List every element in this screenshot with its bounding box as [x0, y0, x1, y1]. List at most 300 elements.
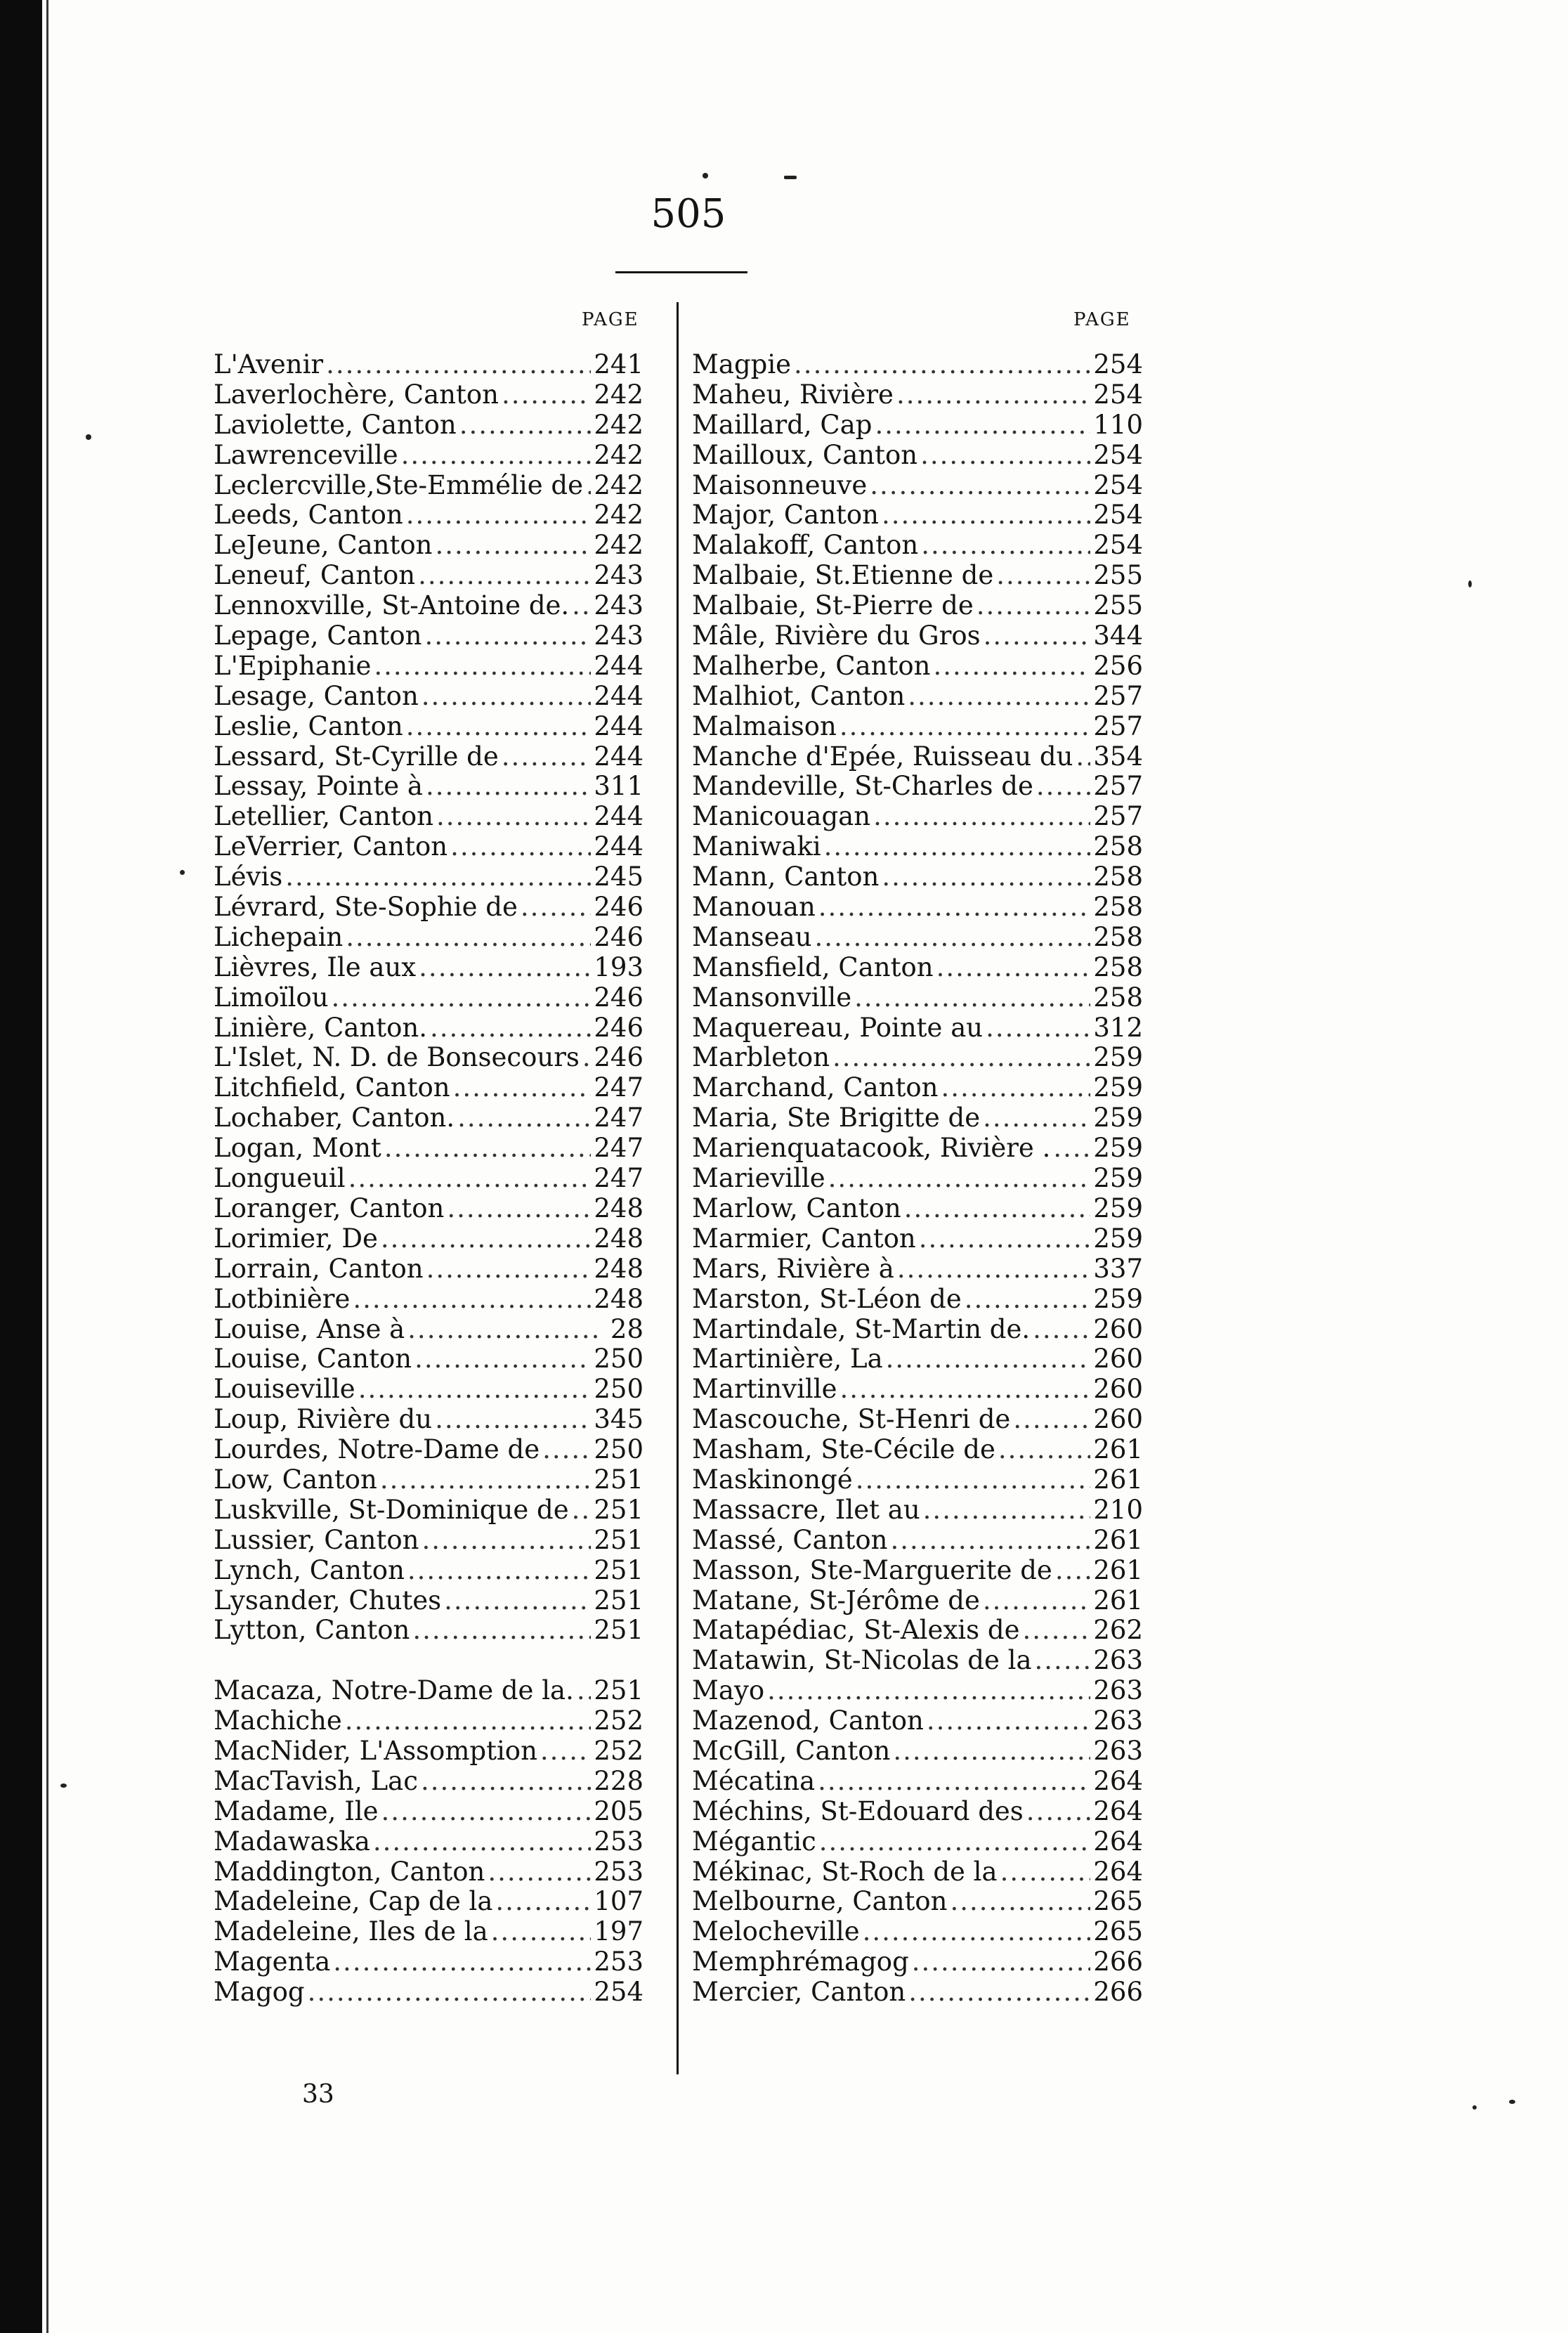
index-entry	[214, 953, 643, 983]
entry-page: 244	[594, 741, 643, 772]
entry-page: 242	[594, 379, 643, 410]
entry-name: Lawrenceville	[214, 439, 398, 470]
index-entry	[692, 591, 1143, 621]
index-entry	[692, 682, 1143, 712]
index-entry	[214, 682, 643, 712]
index-entry	[214, 1495, 643, 1526]
entry-name: Marchand, Canton	[692, 1072, 939, 1103]
entry-page: 247	[594, 1163, 643, 1194]
index-entry	[692, 772, 1143, 802]
entry-name: Melocheville	[692, 1916, 860, 1947]
entry-page: 254	[1093, 530, 1143, 561]
dot-leader	[908, 1977, 1090, 2008]
entry-page: 248	[594, 1253, 643, 1284]
entry-page: 254	[1093, 379, 1143, 410]
entry-page: 107	[594, 1886, 643, 1917]
index-entry	[214, 1676, 643, 1706]
index-entry	[214, 983, 643, 1013]
index-entry	[692, 1315, 1143, 1345]
dot-leader	[904, 1194, 1091, 1224]
index-entry	[214, 742, 643, 772]
dot-leader	[422, 682, 592, 712]
print-speck	[86, 434, 91, 440]
entry-name: Lennoxville, St-Antoine de.	[214, 590, 570, 621]
entry-name: LeVerrier, Canton	[214, 831, 448, 862]
dot-leader	[912, 1947, 1091, 1977]
entry-page: 259	[1093, 1042, 1143, 1073]
index-entry	[692, 1224, 1143, 1254]
entry-name: Leeds, Canton	[214, 500, 403, 531]
dot-leader	[380, 1465, 592, 1495]
dot-leader	[418, 561, 591, 591]
index-entry	[692, 1947, 1143, 1977]
index-entry	[214, 1465, 643, 1495]
entry-page: 259	[1093, 1133, 1143, 1164]
entry-name: Lorimier, De	[214, 1223, 378, 1254]
index-entry	[214, 1194, 643, 1224]
dot-leader	[933, 651, 1090, 682]
index-entry	[692, 561, 1143, 591]
entry-page: 243	[594, 560, 643, 591]
entry-name: Maskinongé	[692, 1464, 853, 1495]
index-entry	[692, 350, 1143, 380]
index-entry	[214, 1043, 643, 1073]
entry-page: 251	[594, 1494, 643, 1525]
entry-page: 258	[1093, 862, 1143, 892]
dot-leader	[333, 1947, 591, 1977]
dot-leader	[984, 621, 1091, 651]
index-entry	[692, 1526, 1143, 1556]
dot-leader	[491, 1917, 592, 1947]
index-entry	[214, 1827, 643, 1857]
entry-page: 261	[1093, 1585, 1143, 1616]
index-entry	[214, 1616, 643, 1646]
index-entry	[214, 380, 643, 410]
dot-leader	[401, 441, 592, 471]
index-entry	[692, 531, 1143, 561]
entry-name: MacNider, L'Assomption	[214, 1735, 537, 1766]
entry-page: 255	[1093, 590, 1143, 621]
print-speck	[703, 173, 708, 178]
dot-leader	[572, 1495, 592, 1526]
entry-name: Litchfield, Canton	[214, 1072, 450, 1103]
entry-page: 244	[594, 710, 643, 741]
entry-page: 242	[594, 530, 643, 561]
entry-page: 264	[1093, 1765, 1143, 1796]
dot-leader	[436, 802, 591, 832]
entry-page: 260	[1093, 1374, 1143, 1405]
dot-leader	[870, 471, 1090, 501]
index-entry	[214, 1344, 643, 1375]
index-entry	[214, 1767, 643, 1797]
dot-leader	[426, 772, 591, 802]
index-entry	[214, 441, 643, 471]
entry-page: 253	[594, 1856, 643, 1887]
print-speck	[60, 1783, 67, 1788]
dot-leader	[886, 1344, 1091, 1375]
index-entry	[214, 1103, 643, 1133]
entry-page: 210	[1093, 1494, 1143, 1525]
entry-name: Madeleine, Iles de la	[214, 1916, 488, 1947]
entry-page: 243	[594, 620, 643, 651]
entry-name: Martindale, St-Martin de.	[692, 1313, 1031, 1344]
index-entry	[214, 1164, 643, 1194]
entry-name: Loranger, Canton	[214, 1193, 445, 1223]
entry-name: Mascouche, St-Henri de	[692, 1404, 1011, 1435]
entry-page: 251	[594, 1585, 643, 1616]
entry-page: 257	[1093, 801, 1143, 832]
index-entry	[214, 1013, 643, 1044]
index-entry	[214, 591, 643, 621]
entry-name: Madawaska	[214, 1826, 370, 1857]
entry-page: 244	[594, 801, 643, 832]
index-entry	[214, 923, 643, 953]
entry-page: 261	[1093, 1464, 1143, 1495]
entry-page: 248	[594, 1193, 643, 1223]
entry-page: 258	[1093, 951, 1143, 982]
dot-leader	[457, 1103, 591, 1133]
entry-name: Mégantic	[692, 1826, 816, 1857]
dot-leader	[919, 1224, 1091, 1254]
dot-leader	[824, 832, 1091, 862]
right-column-page-heading: PAGE	[1073, 309, 1131, 330]
index-entry	[214, 1947, 643, 1977]
dot-leader	[348, 1164, 592, 1194]
index-entry	[692, 1646, 1143, 1676]
entry-page: 266	[1093, 1977, 1143, 2008]
entry-name: Marieville	[692, 1163, 825, 1194]
entry-name: Lussier, Canton	[214, 1524, 419, 1555]
entry-page: 263	[1093, 1675, 1143, 1706]
dot-leader	[444, 1586, 591, 1616]
entry-name: Lesage, Canton	[214, 680, 419, 711]
index-entry	[214, 561, 643, 591]
dot-leader	[521, 892, 592, 923]
dot-leader	[577, 1676, 592, 1706]
entry-name: Lepage, Canton	[214, 620, 422, 651]
entry-page: 246	[594, 921, 643, 952]
entry-page: 246	[594, 1012, 643, 1043]
index-entry	[214, 1556, 643, 1586]
dot-leader	[407, 1315, 599, 1345]
entry-page: 242	[594, 409, 643, 440]
entry-name: Masham, Ste-Cécile de	[692, 1434, 995, 1465]
entry-name: Matane, St-Jérôme de	[692, 1585, 980, 1616]
entry-name: Luskville, St-Dominique de	[214, 1494, 569, 1525]
dot-leader	[435, 1405, 591, 1435]
dot-leader	[854, 983, 1090, 1013]
entry-name: Louiseville	[214, 1374, 355, 1405]
dot-leader	[873, 802, 1090, 832]
print-speck	[784, 176, 797, 179]
dot-leader	[285, 862, 591, 892]
dot-leader	[358, 1375, 592, 1405]
index-entry	[692, 1164, 1143, 1194]
index-entry	[214, 1736, 643, 1767]
index-entry	[692, 1977, 1143, 2008]
index-entry	[214, 1435, 643, 1465]
entry-name: Marbleton	[692, 1042, 830, 1073]
entry-name: Mann, Canton	[692, 862, 880, 892]
dot-leader	[582, 1043, 591, 1073]
entry-page: 248	[594, 1223, 643, 1254]
index-entry	[692, 1767, 1143, 1797]
index-entry	[214, 621, 643, 651]
entry-name: Manche d'Epée, Ruisseau du	[692, 741, 1073, 772]
entry-name: L'Islet, N. D. de Bonsecours	[214, 1042, 580, 1073]
entry-name: Massé, Canton	[692, 1524, 888, 1555]
index-entry	[692, 1043, 1143, 1073]
left-index-column	[214, 350, 643, 2008]
dot-leader	[941, 1073, 1090, 1103]
dot-leader	[459, 410, 592, 441]
entry-page: 260	[1093, 1404, 1143, 1435]
entry-name: Marmier, Canton	[692, 1223, 916, 1254]
entry-page: 261	[1093, 1554, 1143, 1585]
index-entry	[214, 1887, 643, 1917]
index-entry	[214, 1315, 643, 1345]
index-entry	[692, 1073, 1143, 1103]
entry-page: 311	[594, 771, 643, 802]
index-entry	[692, 1133, 1143, 1164]
dot-leader	[908, 682, 1090, 712]
entry-name: Masson, Ste-Marguerite de	[692, 1554, 1052, 1585]
entry-name: Mailloux, Canton	[692, 439, 918, 470]
dot-leader	[406, 500, 592, 531]
entry-page: 337	[1093, 1253, 1143, 1284]
index-entry	[692, 1556, 1143, 1586]
index-entry	[692, 380, 1143, 410]
index-entry	[214, 1646, 643, 1676]
dot-leader	[896, 380, 1090, 410]
dot-leader	[384, 1133, 592, 1164]
index-entry	[692, 1344, 1143, 1375]
entry-page: 243	[594, 590, 643, 621]
entry-page: 248	[594, 1283, 643, 1314]
entry-name: Longueuil	[214, 1163, 346, 1194]
index-entry	[692, 862, 1143, 892]
entry-name: Leneuf, Canton	[214, 560, 416, 591]
entry-page: 246	[594, 982, 643, 1013]
entry-name: Maquereau, Pointe au	[692, 1012, 984, 1043]
dot-leader	[381, 1224, 591, 1254]
dot-leader	[1022, 1616, 1090, 1646]
dot-leader	[453, 1073, 592, 1103]
dot-leader	[965, 1285, 1091, 1315]
entry-name: L'Avenir	[214, 349, 324, 379]
index-entry	[692, 1797, 1143, 1827]
index-entry	[214, 1977, 643, 2008]
dot-leader	[936, 953, 1091, 983]
index-entry	[214, 802, 643, 832]
index-entry	[214, 1405, 643, 1435]
entry-name: Letellier, Canton	[214, 801, 433, 832]
dot-leader	[430, 1013, 591, 1044]
dot-leader	[308, 1977, 592, 2008]
entry-page: 260	[1093, 1344, 1143, 1375]
dot-leader	[891, 1526, 1091, 1556]
index-entry	[214, 410, 643, 441]
entry-page: 250	[594, 1434, 643, 1465]
dot-leader	[983, 1586, 1091, 1616]
dot-leader	[828, 1164, 1091, 1194]
entry-name: Martinville	[692, 1374, 837, 1405]
index-entry	[214, 1285, 643, 1315]
dot-leader	[1053, 1133, 1090, 1164]
entry-name: Malmaison	[692, 710, 837, 741]
dot-leader	[767, 1676, 1090, 1706]
dot-leader	[426, 1254, 592, 1285]
entry-page: 261	[1093, 1524, 1143, 1555]
dot-leader	[495, 1887, 591, 1917]
index-entry	[214, 1073, 643, 1103]
entry-name: Malherbe, Canton	[692, 650, 931, 681]
entry-name: Melbourne, Canton	[692, 1886, 948, 1917]
dot-leader	[927, 1706, 1091, 1736]
entry-page: 247	[594, 1103, 643, 1133]
entry-name: Marienquatacook, Rivière .	[692, 1133, 1051, 1164]
entry-page: 263	[1093, 1645, 1143, 1676]
index-entry	[692, 621, 1143, 651]
index-entry	[692, 471, 1143, 501]
entry-name: MacTavish, Lac	[214, 1765, 418, 1796]
entry-name: Mercier, Canton	[692, 1977, 906, 2008]
entry-page: 110	[1093, 409, 1143, 440]
entry-page: 258	[1093, 831, 1143, 862]
index-entry	[214, 531, 643, 561]
entry-name: Madame, Ile	[214, 1795, 379, 1826]
index-entry	[692, 500, 1143, 531]
entry-name: Manseau	[692, 921, 812, 952]
dot-leader	[897, 1254, 1091, 1285]
entry-page: 247	[594, 1133, 643, 1164]
print-speck	[1509, 2100, 1515, 2104]
entry-name: Mansfield, Canton	[692, 951, 934, 982]
entry-name: Mars, Rivière à	[692, 1253, 894, 1284]
entry-page: 242	[594, 439, 643, 470]
entry-name: Matawin, St-Nicolas de la	[692, 1645, 1032, 1676]
dot-leader	[839, 712, 1091, 742]
entry-name: Laviolette, Canton	[214, 409, 457, 440]
entry-name: Lévis	[214, 862, 283, 892]
entry-page: 242	[594, 469, 643, 500]
index-entry	[692, 1586, 1143, 1616]
dot-leader	[381, 1797, 592, 1827]
dot-leader	[586, 471, 591, 501]
dot-leader	[374, 651, 591, 682]
entry-page: 244	[594, 831, 643, 862]
left-column-page-heading: PAGE	[582, 309, 639, 330]
dot-leader	[875, 410, 1090, 441]
entry-page: 252	[594, 1705, 643, 1736]
entry-name: Maria, Ste Brigitte de	[692, 1103, 981, 1133]
index-entry	[692, 1706, 1143, 1736]
entry-page: 258	[1093, 921, 1143, 952]
entry-name: Lynch, Canton	[214, 1554, 405, 1585]
entry-name: Maddington, Canton	[214, 1856, 485, 1887]
entry-page: 263	[1093, 1735, 1143, 1766]
dot-leader	[839, 1375, 1090, 1405]
index-entry	[214, 1526, 643, 1556]
index-entry	[692, 802, 1143, 832]
entry-page: 259	[1093, 1193, 1143, 1223]
dot-leader	[998, 1435, 1090, 1465]
entry-page: 251	[594, 1554, 643, 1585]
entry-page: 254	[1093, 349, 1143, 379]
entry-name: Lytton, Canton	[214, 1615, 410, 1646]
index-entry	[692, 1827, 1143, 1857]
dot-leader	[332, 983, 592, 1013]
dot-leader	[450, 832, 591, 862]
entry-name: LeJeune, Canton	[214, 530, 433, 561]
entry-name: Malbaie, St-Pierre de	[692, 590, 974, 621]
entry-page: 254	[1093, 439, 1143, 470]
book-spine-edge	[46, 0, 48, 2333]
entry-page: 252	[594, 1735, 643, 1766]
index-entry	[692, 1917, 1143, 1947]
dot-leader	[882, 500, 1090, 531]
entry-name: Lessard, St-Cyrille de	[214, 741, 499, 772]
entry-page: 254	[594, 1977, 643, 2008]
dot-leader	[815, 923, 1091, 953]
index-entry	[214, 712, 643, 742]
entry-name: Mazenod, Canton	[692, 1705, 924, 1736]
entry-name: McGill, Canton	[692, 1735, 891, 1766]
dot-leader	[893, 1736, 1090, 1767]
entry-page: 247	[594, 1072, 643, 1103]
entry-name: Major, Canton	[692, 500, 880, 531]
entry-page: 264	[1093, 1795, 1143, 1826]
entry-page: 254	[1093, 469, 1143, 500]
entry-name: Manouan	[692, 892, 816, 923]
index-entry	[214, 350, 643, 380]
entry-name: Magpie	[692, 349, 792, 379]
dot-leader	[794, 350, 1090, 380]
index-entry	[692, 1435, 1143, 1465]
entry-page: 251	[594, 1615, 643, 1646]
dot-leader	[542, 1435, 591, 1465]
entry-page: 256	[1093, 650, 1143, 681]
entry-page: 260	[1093, 1313, 1143, 1344]
dot-leader	[863, 1917, 1091, 1947]
dot-leader	[345, 1706, 592, 1736]
entry-page: 259	[1093, 1072, 1143, 1103]
entry-page: 259	[1093, 1223, 1143, 1254]
entry-page: 244	[594, 650, 643, 681]
dot-leader	[419, 953, 591, 983]
index-entry	[692, 742, 1143, 772]
entry-name: Maniwaki	[692, 831, 821, 862]
header-rule	[615, 271, 747, 273]
entry-page: 193	[594, 951, 643, 982]
entry-page: 265	[1093, 1916, 1143, 1947]
dot-leader	[425, 621, 592, 651]
index-entry	[692, 983, 1143, 1013]
entry-name: Louise, Canton	[214, 1344, 412, 1375]
dot-leader	[406, 712, 592, 742]
entry-name: Marston, St-Léon de	[692, 1283, 962, 1314]
dot-leader	[1055, 1556, 1091, 1586]
entry-name: Lysander, Chutes	[214, 1585, 442, 1616]
dot-leader	[986, 1013, 1090, 1044]
index-entry	[692, 1103, 1143, 1133]
index-entry	[692, 923, 1143, 953]
entry-name: Mécatina	[692, 1765, 816, 1796]
dot-leader	[488, 1857, 591, 1887]
entry-name: Massacre, Ilet au	[692, 1494, 920, 1525]
index-entry	[692, 1465, 1143, 1495]
entry-name: Maillard, Cap	[692, 409, 873, 440]
